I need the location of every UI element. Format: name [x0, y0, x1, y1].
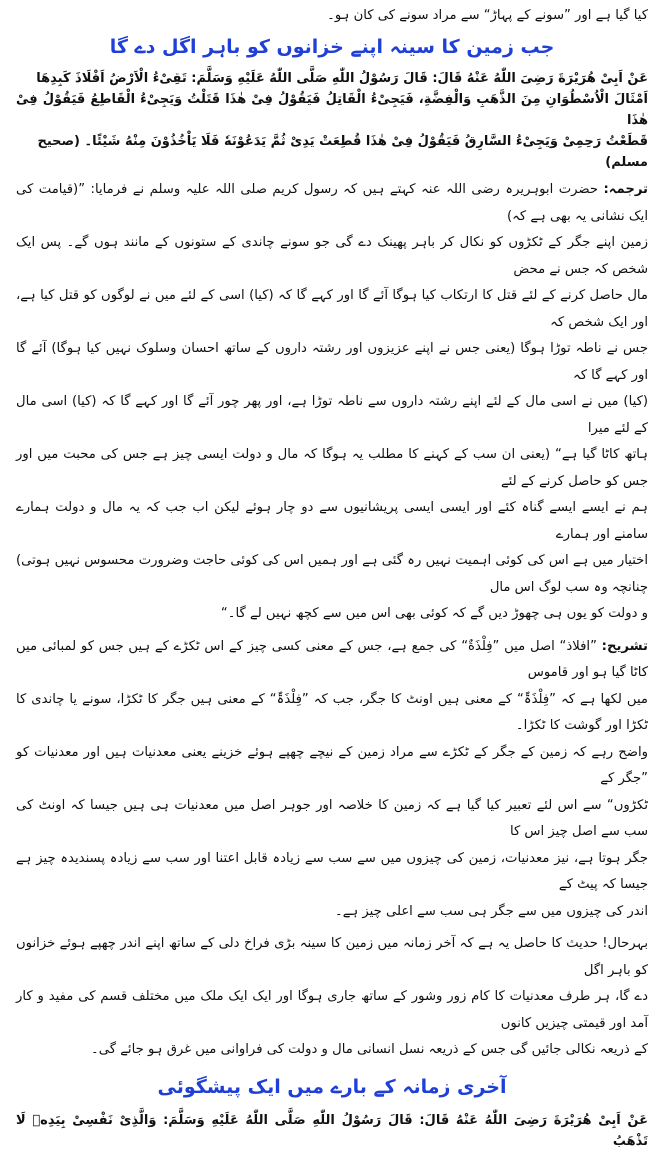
- summary-line: کے ذریعہ نکالی جائیں گی جس کے ذریعہ نسل انسانی مال و دولت کی فراوانی میں غرق ہو جائے گی۔: [91, 1042, 648, 1057]
- translation-line: ہم نے ایسے ایسے گناہ کئے اور ایسی ایسی پریشانیوں سے دو چار ہوئے لیکن اب جب کہ یہ مال و دولت ہمارے سامنے اور ہمارے: [16, 500, 648, 542]
- translation-line: ہاتھ کاٹا گیا ہے“ (یعنی ان سب کے کہنے کا مطلب یہ ہوگا کہ مال و دولت ایسی چیز ہے جس کی محبت میں اور جس کو حاصل کرنے کے لئے: [16, 447, 648, 489]
- section-heading-treasures: جب زمین کا سینہ اپنے خزانوں کو باہر اگل دے گا: [109, 36, 555, 58]
- commentary-line: واضح رہے کہ زمین کے جگر کے ٹکڑے سے مراد زمین کے نیچے چھپے ہوئے خزینے یعنی معدنیات ہیں اور معدنیات کو ”جگر کے: [16, 744, 648, 786]
- commentary-line: [16, 634, 648, 687]
- commentary-line: جگر ہوتا ہے، نیز معدنیات، زمین کی چیزوں میں سے سب سے زیادہ قابل اعتنا اور سب سے زیادہ پسندیدہ چیز ہے جیسا کہ پیٹ کے: [16, 850, 648, 892]
- summary-line: بہرحال! حدیث کا حاصل یہ ہے کہ آخر زمانہ میں زمین کا سینہ بڑی فراخ دلی کے ساتھ اپنے اندر چھپے ہوئے خزانوں کو باہر اگل: [16, 936, 648, 978]
- commentary-section: [16, 634, 648, 926]
- translation-line: [16, 177, 648, 230]
- summary-line: دے گا، ہر طرف معدنیات کا کام زور وشور کے ساتھ جاری ہوگا اور ایک ایک ملک میں مختلف قسم کی مفید و کار آمد اور قیمتی چیزیں کانوں: [16, 989, 648, 1031]
- commentary-line: ٹکڑوں“ سے اس لئے تعبیر کیا گیا ہے کہ زمین کا خلاصہ اور جوہر اصل میں معدنیات ہی ہیں جیسا کہ اونٹ کی سب سے اصل چیز اس کا: [16, 797, 648, 839]
- hadith-arabic-text: [16, 68, 648, 173]
- document-page: [16, 4, 648, 1149]
- hadith-arabic-line: اَمْثَالَ الْاُسْطُوَانِ مِنَ الذَّهَبِ وَالْفِضَّةِ، فَیَجِیْءُ الْقَاتِلُ فَیَقُوْلُ فِیْ هٰذَا قَتَلْتُ وَیَجِیْءُ الْقَاطِعُ فَیَقُوْلُ فِیْ هٰذَا: [16, 92, 648, 128]
- translation-line: و دولت کو یوں ہی چھوڑ دیں گے کہ کوئی بھی اس میں سے کچھ نہیں لے گا۔“: [220, 606, 648, 621]
- commentary-text: ”افلاذ“ اصل میں ”فِلْذَةٌ“ کی جمع ہے، جس کے معنی کسی چیز کے اس ٹکڑے کے ہیں جس کو لمبائی میں کاٹا گیا ہو اور قاموس: [16, 638, 648, 680]
- commentary-label: تشریح:: [601, 638, 648, 654]
- translation-line: مال حاصل کرنے کے لئے قتل کا ارتکاب کیا ہوگا آئے گا اور کہے گا کہ (کیا) اسی کے لئے میں نے لوگوں کو قتل کیا ہے، اور ایک شخص کہ: [16, 288, 648, 330]
- translation-text: حضرت ابوہریرہ رضی اللہ عنہ کہتے ہیں کہ رسول کریم صلی اللہ علیہ وسلم نے فرمایا: ”(قیامت کی ایک نشانی یہ بھی ہے کہ): [16, 182, 648, 224]
- translation-section: [16, 177, 648, 628]
- commentary-line: اندر کی چیزوں میں سے جگر ہی سب سے اعلی چیز ہے۔: [334, 903, 648, 919]
- hadith-arabic-line: قَطَعْتُ رَحِمِیْ وَیَجِیْءُ السَّارِقُ فَیَقُوْلُ فِیْ هٰذَا قُطِعَتْ یَدِیْ ثُمَّ یَدَعُوْنَهٗ فَلَا یَاْخُذُوْنَ مِنْهُ شَیْئًا۔ (صحیح: [37, 134, 648, 149]
- commentary-line: میں لکھا ہے کہ ”فِلْذَۃٌ“ کے معنی ہیں اونٹ کا جگر، جب کہ ”فِلْذَۃٌ“ کے معنی ہیں جگر کا ٹکڑا، سونے یا چاندی کا ٹکڑا اور گوشت کا ٹکڑا۔: [16, 691, 648, 733]
- summary-section: [16, 931, 648, 1064]
- hadith-arabic-line: عَنْ اَبِیْ هُرَیْرَةَ رَضِیَ اللّٰهُ عَنْهُ قَالَ: قَالَ رَسُوْلُ اللّٰهِ صَلَّى اللّٰهُ عَلَیْهِ وَسَلَّمَ: وَالَّذِیْ نَفْسِیْ بِیَدِهٖ لَا تَذْهَبُ: [16, 1112, 648, 1149]
- translation-line: اختیار میں ہے اس کی کوئی اہمیت نہیں رہ گئی ہے اور ہمیں اس کی کوئی حاجت وضرورت محسوس نہیں ہوتی) چنانچہ وہ سب لوگ اس مال: [16, 553, 648, 595]
- hadith-arabic-line: عَنْ اَبِیْ هُرَیْرَةَ رَضِیَ اللّٰهُ عَنْهُ قَالَ: قَالَ رَسُوْلُ اللّٰهِ صَلَّى اللّٰهُ عَلَیْهِ وَسَلَّمَ: تَقِیْءُ الْاَرْضُ اَفْلَاذَ كَبِدِهَا: [36, 71, 648, 86]
- translation-line: زمین اپنے جگر کے ٹکڑوں کو نکال کر باہر پھینک دے گی جو سونے چاندی کے ستونوں کے مانند ہوں گے۔ پس ایک شخص کہ جس نے محض: [16, 235, 648, 277]
- translation-label: ترجمہ:: [603, 182, 648, 197]
- hadith-arabic-line: مسلم): [605, 155, 648, 170]
- translation-line: جس نے ناطہ توڑا ہوگا (یعنی جس نے اپنے عزیزوں اور رشتہ داروں کے ساتھ احسان وسلوک نہیں کیا ہوگا) آئے گا اور کہے گا کہ: [16, 341, 648, 383]
- translation-line: (کیا) میں نے اسی مال کے لئے اپنے رشتہ داروں سے ناطہ توڑا ہے، اور پھر چور آئے گا اور کہے گا کہ (کیا) اسی مال کے لئے میرا: [16, 394, 648, 436]
- carryover-line: کیا گیا ہے اور ”سونے کے پہاڑ“ سے مراد سونے کی کان ہو۔: [327, 8, 648, 23]
- section-heading-prophecy: آخری زمانہ کے بارے میں ایک پیشگوئی: [157, 1075, 507, 1098]
